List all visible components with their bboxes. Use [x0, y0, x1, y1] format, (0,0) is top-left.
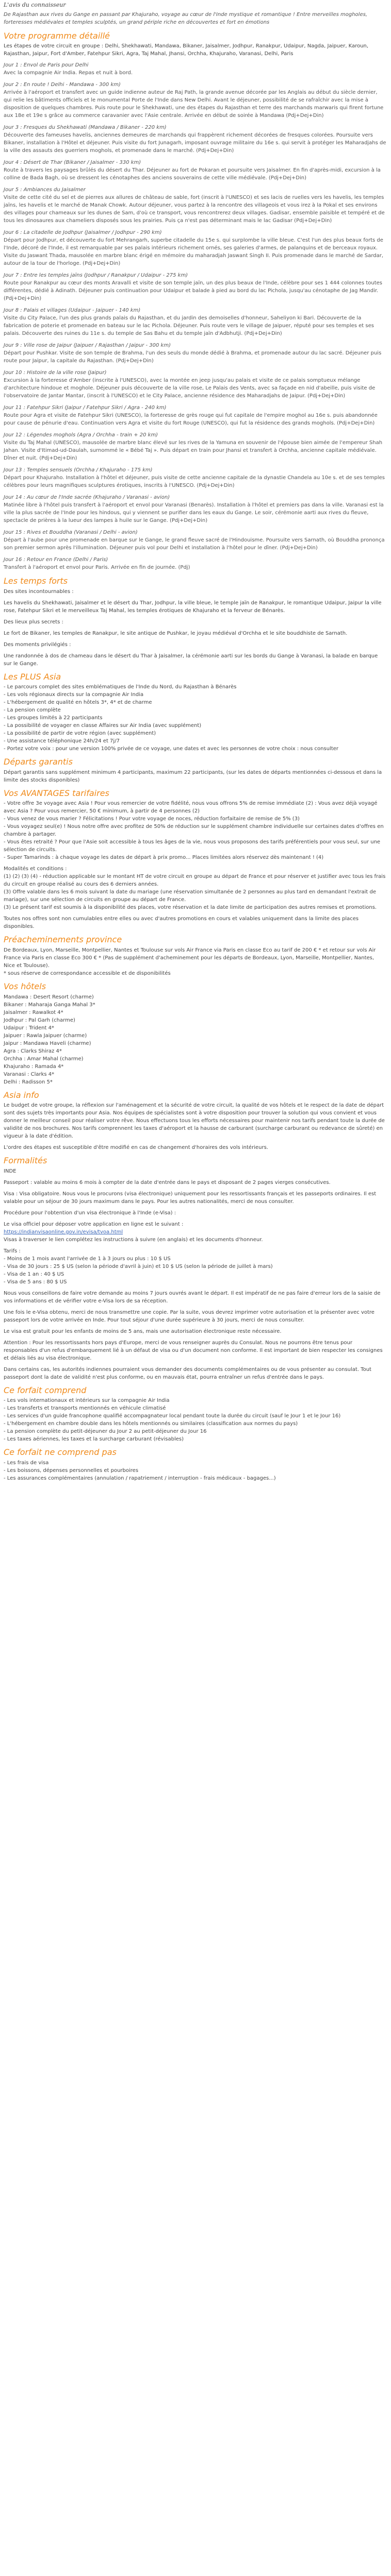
formalities-text-6: Attention : Pour les ressortissants hors pays d'Europe, merci de vous renseigner auprès du Consulat. Nous ne pourrons être tenus pour responsables d'un refus d'embarquement lié à un défaut de visa ou d'un document non conforme. Il est important de bien respecter les consignes et délais liés au visa électronique.: [4, 1340, 383, 1361]
day-text: Transfert à l'aéroport et envol pour Paris. Arrivée en fin de journée. (Pdj): [4, 565, 190, 571]
included-item: - L'hébergement en chambre double dans les hôtels mentionnés ou similaires (classification aux normes du pays): [4, 1421, 298, 1427]
visa-condition: - Visa de 5 ans : 80 $ US: [4, 1279, 67, 1285]
day-text: Avec la compagnie Air India. Repas et nuit à bord.: [4, 70, 133, 76]
included-section: [4, 1385, 387, 1444]
day-title: Jour 16 : Retour en France (Delhi / Paris): [4, 557, 108, 563]
included-item: - Les transferts et transports mentionnés en véhicule climatisé: [4, 1405, 166, 1412]
visa-conditions: [4, 1247, 387, 1286]
hotels-title: Vos hôtels: [4, 981, 46, 992]
day-text: Visite du City Palace, l'un des plus grands palais du Rajasthan, et du jardin des demoiselles d'honneur, Saheliyon ki Bari. Découverte de la fabrication de poterie et promenade en bateau sur le lac Pichola. Déjeuner. Puis route vers le village de Jaipuer, réputé pour ses temples et ses palais. Découverte des ruines du 11e s. du temple de Sas Bahu et du temple jaïn d'Adbhutji. (Pdj+Dej+Din): [4, 315, 374, 337]
plus-item: - Le parcours complet des sites emblématiques de l'Inde du Nord, du Rajasthan à Bénarès: [4, 684, 237, 690]
excluded-title: Ce forfait ne comprend pas: [4, 1447, 117, 1458]
plus-item: - L'hébergement de qualité en hôtels 3*, 4* et de charme: [4, 700, 152, 706]
included-item: - Les taxes aériennes, les taxes et la surcharge carburant (révisables): [4, 1436, 184, 1443]
visa-condition: - Visa de 30 jours : 25 $ US (selon la période d'avril à juin) et 10 $ US (selon la période de juillet à mars): [4, 1263, 273, 1269]
formalities-visa-procedure: Procédure pour l'obtention d'un visa électronique à l'Inde (e-Visa) :: [4, 1210, 176, 1216]
formalities-text-7: Dans certains cas, les autorités indiennes pourraient vous demander des documents complémentaires ou de vous présenter au consulat. Tout passeport dont la date de validité n'est plus conforme, ou en mauvais état, pourra entraîner un refus d'entrée dans le pays.: [4, 1366, 371, 1380]
day-text: Visite du Taj Mahal (UNESCO), mausolée de marbre blanc élevé sur les rives de la Yamuna en souvenir de l'épouse bien aimée de l'empereur Shah Jahan. Visite d'Itimad-ud-Daulah, surnommé le « Bébé Taj ». Puis départ en train pour Jhansi et transfert à Orchha, ancienne capitale médiévale. Dîner et nuit. (Pdj+Dej+Din): [4, 440, 383, 462]
plus-title: Les PLUS Asia: [4, 671, 61, 682]
day-text: Route à travers les paysages brûlés du désert du Thar. Déjeuner au fort de Pokaran et poursuite vers Jaisalmer. En fin d'après-midi, excursion à la colline de Bada Bagh, où se dressent les cénotaphes des anciens souverains de cette ville médiévale. (Pdj+Dej+Din): [4, 167, 381, 181]
plus-item: - La possibilité de voyager en classe Affaires sur Air India (avec supplément): [4, 723, 202, 729]
day-text: Départ pour Khajuraho. Installation à l'hôtel et déjeuner, puis visite de cette ancienne capitale de la dynastie Chandela au 10e s. et de ses temples célèbres pour leurs magnifiques sculptures érotiques, inscrits à l'UNESCO. (Pdj+Dej+Din): [4, 475, 385, 489]
day-text: Route pour Ranakpur au cœur des monts Aravalli et visite de son temple jaïn, un des plus beaux de l'Inde, célèbre pour ses 1 444 colonnes toutes différentes, dédié à Adinath. Déjeuner puis continuation pour Udaipur et balade à pied au bord du lac Pichola, jusqu'au cénotaphe de Jag Mandir. (Pdj+Dej+Din): [4, 280, 382, 302]
hotel-item: Bikaner : Maharaja Ganga Mahal 3*: [4, 1002, 95, 1008]
advantages-list: [4, 800, 387, 861]
evisa-link[interactable]: https://indianvisaonline.gov.in/evisa/tvoa.html: [4, 1229, 123, 1235]
day-list: [4, 61, 387, 571]
departures-text: Départ garantis sans supplément minimum 4 participants, maximum 22 participants, (sur les dates de départs mentionnées ci-dessous et dans la limite des stocks disponibles): [4, 769, 382, 783]
day-title: Jour 15 : Rives et Bouddha (Varanasi / Delhi - avion): [4, 530, 138, 536]
preroute-section: [4, 934, 387, 977]
advantage-item: - Super Tamarinds : à chaque voyage les dates de départ à prix promo... Places limitées alors réservez dès maintenant ! (4): [4, 855, 324, 861]
day-title: Jour 10 : Histoire de la ville rose (Jaipur): [4, 370, 107, 376]
plus-item: - Une assistance téléphonique 24h/24 et 7j/7: [4, 738, 120, 744]
preroute-text: De Bordeaux, Lyon, Marseille, Montpellier, Nantes et Toulouse sur vols Air France via Paris en classe Eco au tarif de 200 € * et retour sur vols Air France via Paris en classe Eco 300 € * (Pas de supplément d'acheminement pour les départs de Bordeaux, Lyon, Marseille, Montpellier, Nantes, Nice et Toulouse).: [4, 947, 376, 969]
day-title: Jour 6 : La citadelle de Jodhpur (Jaisalmer / Jodhpur - 290 km): [4, 230, 162, 236]
day-title: Jour 11 : Fatehpur Sikri (Jaipur / Fatehpur Sikri / Agra - 240 km): [4, 405, 167, 411]
hotel-item: Jaipur : Mandawa Haveli (charme): [4, 1040, 91, 1046]
plus-item: - Portez votre voix : pour une version 100% privée de ce voyage, une dates et avec les personnes de votre choix : nous consulter: [4, 746, 339, 752]
program-title: Votre programme détaillé: [4, 30, 110, 41]
included-title: Ce forfait comprend: [4, 1385, 87, 1395]
plus-item: - La possibilité de partir de votre région (avec supplément): [4, 731, 156, 737]
advantage-note: (3) Le présent tarif est soumis à la disponibilité des places, votre réservation et la date limite de participation des autres remises et promotions.: [4, 905, 377, 911]
day-text: Excursion à la forteresse d'Amber (inscrite à l'UNESCO), avec la montée en jeep jusqu'au palais et visite de ce palais somptueux mélange d'architecture hindoue et moghole. Déjeuner puis découverte de la ville rose, Le Palais des Vents, avec sa façade en nid d'abeille, puis visite de l'observatoire de Jantar Mantar, (inscrit à l'UNESCO) et le City Palace, ancienne résidence des Maharadjahs de Jaipur. (Pdj+Dej+Din): [4, 378, 376, 399]
asia-info-text-1: Le budget de votre groupe, la réflexion sur l'aménagement et la sécurité de votre circuit, la qualité de vos hôtels et le respect de la date de départ sont des sujets très importants pour Asia. Nos équipes de spécialistes sont à votre disposition pour trouver la solution qui vous convient et vous donner le meilleur conseil pour réaliser votre rêve. Nous effectuons tous les efforts nécessaires pour maintenir nos tarifs pendant toute la durée de validité de nos brochures. Nos tarifs comprennent les taxes d'aéroport et la hausse de carburant (surcharge carburant ou redevance de sûreté) en vigueur à la date d'édition.: [4, 1103, 385, 1140]
hotel-item: Delhi : Radisson 5*: [4, 1079, 53, 1085]
visa-condition: - Moins de 1 mois avant l'arrivée de 1 à 3 jours ou plus : 10 $ US: [4, 1256, 171, 1262]
excluded-item: - Les frais de visa: [4, 1460, 49, 1466]
departures-section: [4, 756, 387, 784]
included-list: [4, 1397, 387, 1443]
excluded-section: [4, 1447, 387, 1482]
day-title: Jour 9 : Ville rose de Jaipur (Jaipuer / Rajasthan / Jaipur - 300 km): [4, 343, 171, 349]
intro-section: [4, 1, 387, 26]
day-title: Jour 3 : Fresques du Shekhawati (Mandawa / Bikaner - 220 km): [4, 125, 167, 131]
formalities-visa-link-intro: Le visa officiel pour déposer votre application en ligne est le suivant :: [4, 1221, 184, 1227]
visa-condition: Tarifs :: [4, 1248, 21, 1254]
highlights-section: [4, 575, 387, 668]
formalities-country: INDE: [4, 1168, 17, 1174]
asia-info-section: [4, 1090, 387, 1152]
day-text: Matinée libre à l'hôtel puis transfert à l'aéroport et envol pour Varanasi (Benarès). Installation à l'hôtel et premiers pas dans la ville. Varanasi est la ville la plus sacrée de l'Inde pour les hindous, qui y viennent se purifier dans les eaux du Gange. Le soir, cérémonie aarti aux rives du fleuve, spectacle de prières à la lueur des lampes à huile sur le Gange. (Pdj+Dej+Din): [4, 502, 384, 524]
hotel-item: Jaisalmer : Rawalkot 4*: [4, 1009, 63, 1015]
day-text: Arrivée à l'aéroport et transfert avec un guide indienne auteur de Raj Path, la grande avenue décorée par les Anglais au début du siècle dernier, qui relie les bâtiments officiels et le monumental Porte de l'Inde dans New Delhi. Avant le déjeuner, possibilité de se rafraîchir avec la mise à disposition de quelques chambres. Puis route pour le Shekhawati, une des étapes du Rajasthan et terre des marchands marwaris qui firent fortune aux 18e et 19e s grâce au commerce caravanier avec l'Asie centrale. Arrivée en début de soirée à Mandawa (Pdj+Dej+Din): [4, 90, 384, 119]
day-title: Jour 7 : Entre les temples jaïns (Jodhpur / Ranakpur / Udaipur - 275 km): [4, 273, 188, 279]
plus-item: - Les vols régionaux directs sur la compagnie Air India: [4, 692, 144, 698]
excluded-item: - Les assurances complémentaires (annulation / rapatriement / interruption - frais médicaux - bagages...): [4, 1476, 276, 1482]
day-title: Jour 2 : En route ! Delhi - Mandawa - 300 km): [4, 82, 121, 88]
departures-title: Départs garantis: [4, 757, 73, 767]
day-text: Départ pour Jodhpur, et découverte du fort Mehrangarh, superbe citadelle du 15e s. qui surplombe la ville bleue. C'est l'un des plus beaux forts de l'Inde, décoré de l'Inde, il est remarquable par ses palais intérieurs richement ornés, ses galeries d'armes, de palanquins et de berceaux royaux. Visite du Jaswant Thada, mausolée en marbre blanc érigé en mémoire du maharadjah Jaswant Singh II. Puis promenade dans le marché de Sardar, autour de la tour de l'horloge. (Pdj+Dej+Din): [4, 238, 384, 267]
formalities-visa-note: Visas à traverser le lien complétez les instructions à suivre (en anglais) et les documents d'honneur.: [4, 1236, 263, 1243]
visa-condition: - Visa de 1 an : 40 $ US: [4, 1271, 64, 1277]
highlight-item: Des lieux plus secrets :: [4, 619, 63, 625]
highlights-title: Les temps forts: [4, 576, 68, 586]
hotel-item: Udaipur : Trident 4*: [4, 1025, 54, 1031]
day-text: Départ à l'aube pour une promenade en barque sur le Gange, le grand fleuve sacré de l'Hindouisme. Poursuite vers Sarnath, où Bouddha prononça son premier sermon après l'illumination. Déjeuner puis vol pour Delhi et installation à l'hôtel pour le dîner. (Pdj+Dej+Din): [4, 537, 385, 551]
hotel-item: Jaipuer : Rawla Jaipuer (charme): [4, 1032, 87, 1039]
hotel-item: Agra : Clarks Shiraz 4*: [4, 1048, 62, 1054]
formalities-visa: Visa : Visa obligatoire. Nous vous le procurons (visa électronique) uniquement pour les ressortissants français et les passeports ordinaires. Il est valable pour un séjour de 30 jours maximum dans le pays. Pour les autres nationalités, merci de nous consulter.: [4, 1191, 377, 1205]
day-text: Route pour Agra et visite de Fatehpur Sikri (UNESCO), la forteresse de grès rouge qui fut capitale de l'empire moghol au 16e s. puis abandonnée pour cause de pénurie d'eau. Continuation vers Agra et visite du fort Rouge (UNESCO), qui fut la résidence des grands moghols. (Pdj+Dej+Din): [4, 413, 378, 427]
formalities-text-4: Une fois le e-Visa obtenu, merci de nous transmettre une copie. Par la suite, vous devrez imprimer votre autorisation et la présenter avec votre passeport lors de votre arrivée en Inde. Pour tout séjour d'une durée supérieure à 30 jours, merci de nous consulter.: [4, 1309, 374, 1323]
plus-list: [4, 683, 387, 753]
highlights-intro: Des sites incontournables :: [4, 588, 74, 595]
hotel-item: Varanasi : Clarks 4*: [4, 1071, 55, 1077]
advantages-notes: [4, 865, 387, 911]
advantage-note: (1) (2) (3) (4) - réduction applicable sur le montant HT de votre circuit en groupe au départ de France et pour réserver et justifier avec tous les frais du circuit en groupe réalisé au cours des 6 derniers années.: [4, 874, 386, 888]
advantages-footer: Toutes nos offres sont non cumulables entre elles ou avec d'autres promotions en cours et valables uniquement dans la limite des places disponibles.: [4, 916, 359, 930]
plus-item: - La pension complète: [4, 707, 61, 714]
asia-info-title: Asia info: [4, 1090, 39, 1100]
day-title: Jour 5 : Ambiances du Jaisalmer: [4, 187, 86, 193]
included-item: - Les vols internationaux et intérieurs sur la compagnie Air India: [4, 1398, 170, 1404]
intro-title: L'avis du connaisseur: [4, 2, 66, 8]
advantage-note: Modalités et conditions :: [4, 866, 67, 872]
day-title: Jour 4 : Désert de Thar (Bikaner / Jaisalmer - 330 km): [4, 160, 141, 166]
advantage-item: - Vous êtes retraité ? Pour que l'Asie soit accessible à tous les âges de la vie, nous vous proposons des tarifs préférentiels pour vous seul, sur une sélection de circuits.: [4, 839, 381, 853]
advantages-section: [4, 788, 387, 931]
included-item: - Les services d'un guide francophone qualifié accompagnateur local pendant toute la durée du circuit (sauf le Jour 1 et le Jour 16): [4, 1413, 341, 1419]
excluded-list: [4, 1459, 387, 1482]
formalities-passport: Passeport : valable au moins 6 mois à compter de la date d'entrée dans le pays et disposant de 2 pages vierges consécutives.: [4, 1179, 331, 1185]
formalities-text-5: Le visa est gratuit pour les enfants de moins de 5 ans, mais une autorisation électronique reste nécessaire.: [4, 1328, 282, 1334]
hotel-item: Jodhpur : Pal Garh (charme): [4, 1017, 75, 1023]
hotel-item: Khajuraho : Ramada 4*: [4, 1063, 64, 1070]
hotel-item: Orchha : Amar Mahal (charme): [4, 1056, 84, 1062]
plus-item: - Les groupes limités à 22 participants: [4, 715, 103, 721]
day-title: Jour 12 : Légendes moghols (Agra / Orchha - train + 20 km): [4, 432, 158, 438]
asia-info-text-2: L'ordre des étapes est susceptible d'être modifié en cas de changement d'horaires des vols intérieurs.: [4, 1145, 268, 1151]
day-title: Jour 8 : Palais et villages (Udaipur - Jaipuer - 140 km): [4, 308, 141, 314]
highlight-item: Des moments privilégiés :: [4, 641, 71, 648]
program-section: [4, 30, 387, 572]
highlight-item: Le fort de Bikaner, les temples de Ranakpur, le site antique de Pushkar, le joyau médiéval d'Orchha et le site bouddhiste de Sarnath.: [4, 630, 348, 636]
day-text: Départ pour Pushkar. Visite de son temple de Brahma, l'un des seuls du monde dédié à Brahma, et promenade autour du lac sacré. Déjeuner puis route pour Jaipur, la capitale du Rajasthan. (Pdj+Dej+Din): [4, 350, 382, 364]
formalities-text-3: Nous vous conseillons de faire votre demande au moins 7 jours ouvrés avant le départ. Il est impératif de ne pas faire d'erreur lors de la saisie de vos informations et de vérifier votre e-Visa lors de sa réception.: [4, 1290, 381, 1304]
day-title: Jour 14 : Au cœur de l'Inde sacrée (Khajuraho / Varanasi - avion): [4, 495, 170, 501]
intro-text: De Rajasthan aux rives du Gange en passant par Khajuraho, voyage au cœur de l'Inde mystique et romantique ! Entre merveilles mogholes, forteresses médiévales et temples sculptés, un grand périple riche en découvertes et fort en émotions: [4, 11, 367, 25]
highlights-list: [4, 599, 387, 668]
advantage-item: - Vous venez de vous marier ? Félicitations ! Pour votre voyage de noces, réduction forfaitaire de remise de 5% (3): [4, 816, 300, 822]
day-text: Découverte des fameuses havelis, anciennes demeures de marchands qui frappèrent richement décorées de fresques colorées. Poursuite vers Bikaner, installation à l'Hôtel et déjeuner. Puis visite du fort Junagarh, imposant ouvrage militaire du 16e s. qui servit à protéger les Maharadjahs de la ville des assauts des guerriers moghols, et promenade dans le marché. (Pdj+Dej+Din): [4, 132, 386, 154]
day-text: Visite de cette cité du sel et de pierres aux allures de château de sable, fort (inscrit à l'UNESCO) et ses lacis de ruelles vers les havelis, les temples jaïns, les havelis et le marché de Manak Chowk. Autour déjeuner, vous partez à la rencontre des villageois et vous irez à la Pokal et ses environs des villages pour chameaux sur les dunes de Sam, d'où ce transport, vous rencontrerez deux villages. Gadisar, ensemble paisible et tempéré et de tous les dinosaures aux chameliers disposés sous les prairies. Puis ça n'est pas déterminant mais le lac Gadisar (Pdj+Dej+Din): [4, 195, 385, 224]
plus-section: [4, 671, 387, 753]
highlight-item: Les havelis du Shekhawati, Jaisalmer et le désert du Thar, Jodhpur, la ville bleue, le temple jaïn de Ranakpur, le romantique Udaipur, Jaipur la ville rose, Fatehpur Sikri et le merveilleux Taj Mahal, les temples érotiques de Khajuraho et la ferveur de Bénarès.: [4, 600, 382, 614]
advantage-item: - Votre offre 3e voyage avec Asia ! Pour vous remercier de votre fidélité, nous vous offrons 5% de remise immédiate (2) : Vous avez déjà voyagé avec Asia ? Pour vous remercier, 50 € minimum, à partir de 4 personnes (2): [4, 801, 378, 815]
hotel-item: Mandawa : Desert Resort (charme): [4, 994, 94, 1000]
excluded-item: - Les boissons, dépenses personnelles et pourboires: [4, 1468, 139, 1474]
formalities-section: [4, 1155, 387, 1381]
hotel-list: [4, 993, 387, 1086]
preroute-title: Préacheminements province: [4, 935, 122, 945]
day-title: Jour 13 : Temples sensuels (Orchha / Khajuraho - 175 km): [4, 467, 153, 473]
preroute-note: * sous réserve de correspondance accessible et de disponibilités: [4, 971, 171, 977]
advantages-title: Vos AVANTAGES tarifaires: [4, 788, 109, 798]
hotels-section: [4, 981, 387, 1086]
included-item: - La pension complète du petit-déjeuner du Jour 2 au petit-déjeuner du Jour 16: [4, 1429, 207, 1435]
advantage-item: - Vous voyagez seul(e) ! Nous notre offre avec profitez de 50% de réduction sur le supplément chambre individuelle sur certaines dates d'offres en chambre à partager.: [4, 824, 384, 838]
day-title: Jour 1 : Envol de Paris pour Delhi: [4, 62, 89, 69]
highlight-item: Une randonnée à dos de chameau dans le désert du Thar à Jaisalmer, la cérémonie aarti sur les bords du Gange à Varanasi, la balade en barque sur le Gange.: [4, 653, 378, 667]
advantage-note: (3) Offre valable dans les 6 mois suivant la date du mariage (une réservation simultanée de 2 personnes au plus tard en demandant l'extrait de mariage), sur une sélection de circuits en groupe au départ de France.: [4, 889, 377, 903]
formalities-title: Formalités: [4, 1156, 47, 1166]
program-overview: Les étapes de votre circuit en groupe : Delhi, Shekhawati, Mandawa, Bikaner, Jaisalmer, Jodhpur, Ranakpur, Udaipur, Nagda, Jaipuer, Karoun, Rajasthan, Jaipur, Fort d'Amber, Fatehpur Sikri, Agra, Taj Mahal, Jhansi, Orchha, Khajuraho, Varanasi, Delhi, Paris: [4, 43, 369, 57]
